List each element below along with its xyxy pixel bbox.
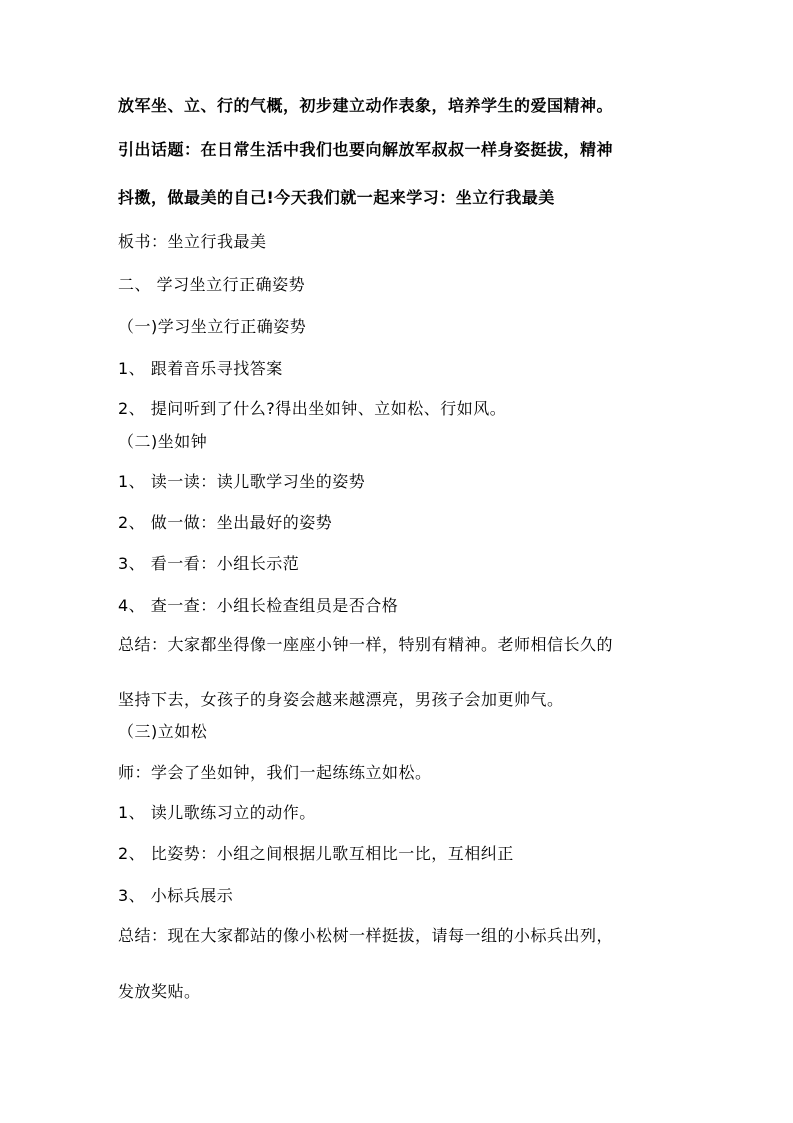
- paragraph-line-3: 抖擞，做最美的自己!今天我们就一起来学习：坐立行我最美: [118, 188, 555, 207]
- paragraph-line-1: 放军坐、立、行的气概，初步建立动作表象，培养学生的爱国精神。: [118, 96, 614, 115]
- list-item: 1、 读儿歌练习立的动作。: [118, 803, 316, 822]
- summary-line-4: 发放奖贴。: [118, 982, 201, 1001]
- list-item: 1、 读一读：读儿歌学习坐的姿势: [118, 472, 366, 491]
- list-item: 1、 跟着音乐寻找答案: [118, 359, 283, 378]
- subsection-heading-2: （二)坐如钟: [118, 432, 208, 451]
- teacher-line: 师：学会了坐如钟，我们一起练练立如松。: [118, 763, 432, 782]
- subsection-heading-1: （一)学习坐立行正确姿势: [118, 317, 307, 336]
- summary-line-1: 总结：大家都坐得像一座座小钟一样，特别有精神。老师相信长久的: [118, 635, 614, 654]
- list-item: 4、 查一查：小组长检查组员是否合格: [118, 596, 399, 615]
- paragraph-line-2: 引出话题：在日常生活中我们也要向解放军叔叔一样身姿挺拔，精神: [118, 140, 614, 159]
- section-heading-2: 二、 学习坐立行正确姿势: [118, 275, 306, 294]
- list-item: 2、 提问听到了什么?得出坐如钟、立如松、行如风。: [118, 399, 507, 418]
- list-item: 3、 小标兵展示: [118, 886, 234, 905]
- blackboard-note: 板书：坐立行我最美: [118, 232, 267, 251]
- list-item: 3、 看一看：小组长示范: [118, 554, 300, 573]
- summary-line-3: 总结：现在大家都站的像小松树一样挺拔，请每一组的小标兵出列，: [118, 926, 614, 945]
- subsection-heading-3: （三)立如松: [118, 722, 208, 741]
- list-item: 2、 比姿势：小组之间根据儿歌互相比一比，互相纠正: [118, 844, 514, 863]
- summary-line-2: 坚持下去，女孩子的身姿会越来越漂亮，男孩子会加更帅气。: [118, 690, 564, 709]
- list-item: 2、 做一做：坐出最好的姿势: [118, 513, 333, 532]
